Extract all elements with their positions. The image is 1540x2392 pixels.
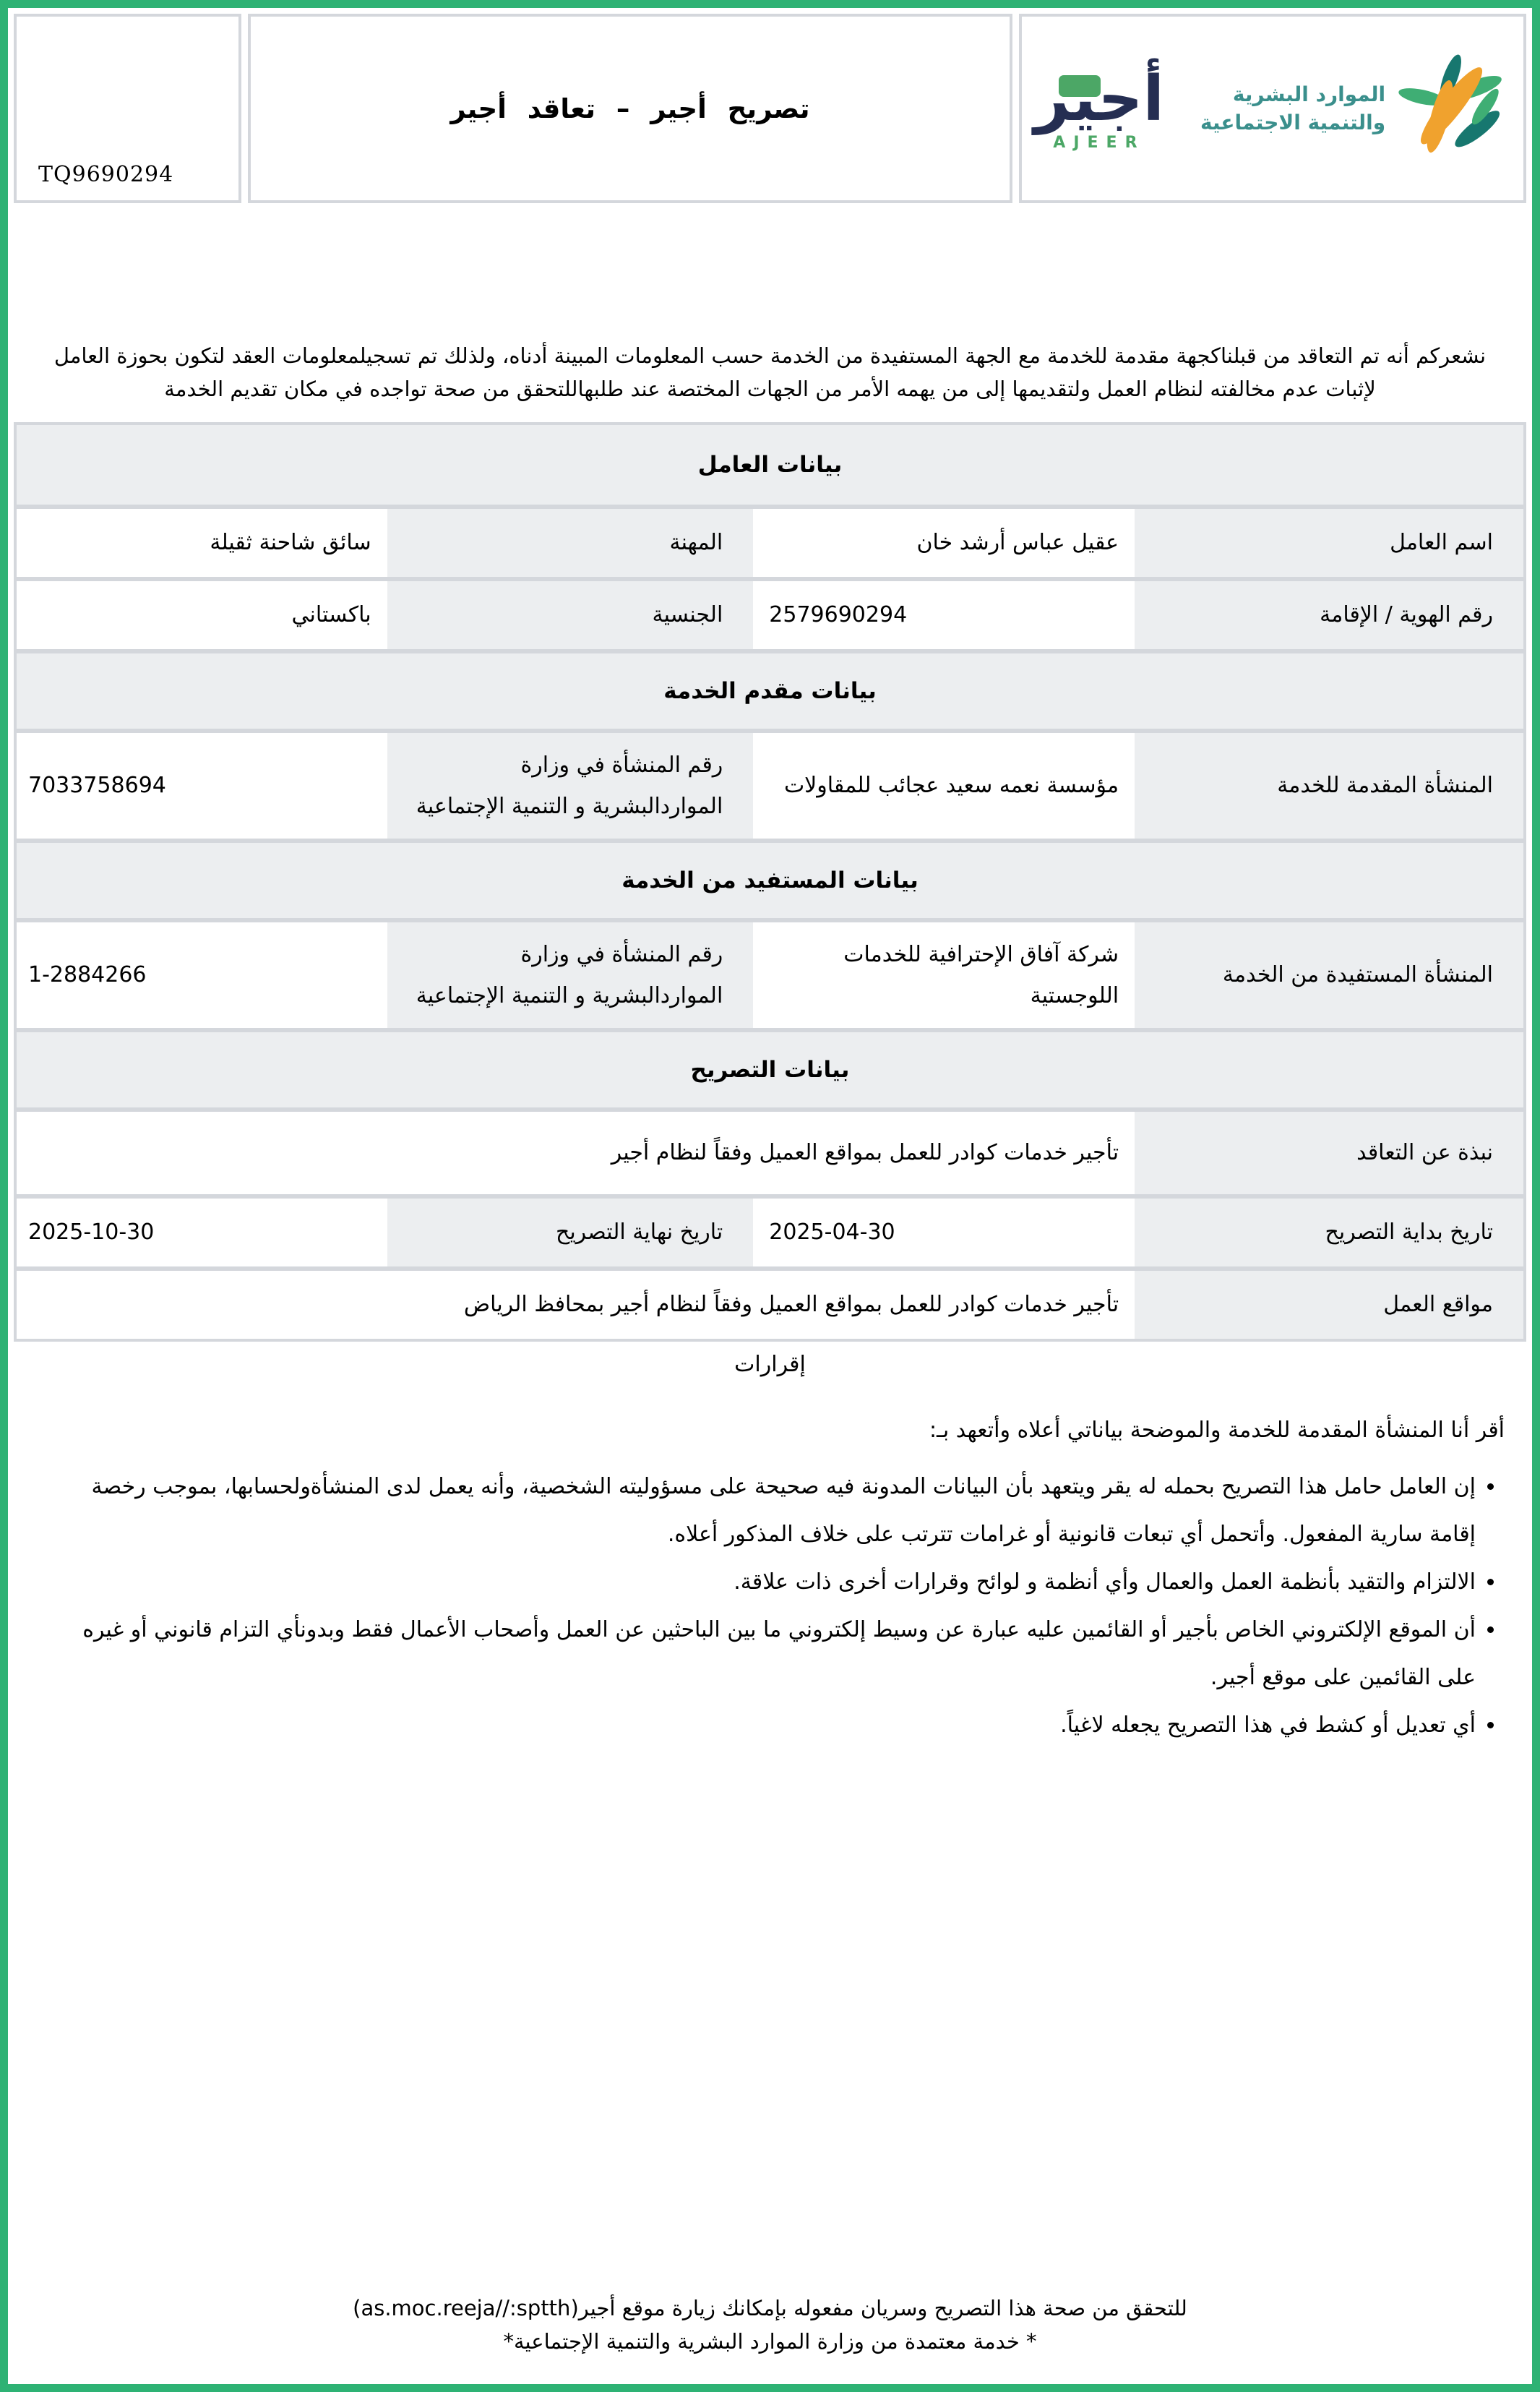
document-header — [14, 14, 1526, 203]
nationality-value: باكستاني — [17, 581, 383, 649]
section-provider-data: بيانات مقدم الخدمة — [17, 649, 1523, 729]
declaration-item: • إن العامل حامل هذا التصريح بحمله له يقر ويتعهد بأن البيانات المدونة فيه صحيحة على مسؤوليته الشخصية، وأنه يعمل لدى المنشأةولحسابها، بموجب رخصة إقامة سارية المفعول. وأتحمل أي تبعات قانونية أو غرامات تترتب على خلاف المذكور أعلاه. — [57, 1463, 1476, 1559]
ministry-logo — [1200, 51, 1511, 166]
table-row-contract-brief — [17, 1107, 1523, 1194]
beneficiary-establishment-value: شركة آفاق الإحترافية للخدمات اللوجستية — [757, 922, 1130, 1028]
end-date-value: 2025-10-30 — [17, 1199, 383, 1266]
nationality-label: الجنسية — [387, 581, 754, 649]
declaration-item: • أي تعديل أو كشط في هذا التصريح يجعله لاغياً. — [57, 1702, 1476, 1749]
contract-brief-value: تأجير خدمات كوادر للعمل بمواقع العميل وفقاً لنظام أجير — [17, 1112, 1130, 1194]
document-page — [8, 8, 1532, 2384]
table-row-permit-dates — [17, 1194, 1523, 1266]
provider-number-label: رقم المنشأة في وزارة المواردالبشرية و التنمية الإجتماعية — [387, 733, 754, 839]
profession-value: سائق شاحنة ثقيلة — [17, 509, 383, 577]
table-row-provider — [17, 729, 1523, 839]
logos-box — [1019, 14, 1526, 203]
start-date-value: 2025-04-30 — [757, 1199, 1130, 1266]
ministry-name-line2: والتنمية الاجتماعية — [1200, 111, 1386, 134]
worker-name-label: اسم العامل — [1135, 509, 1523, 577]
id-number-label: رقم الهوية / الإقامة — [1135, 581, 1523, 649]
declaration-item: • الالتزام والتقيد بأنظمة العمل والعمال وأي أنظمة و لوائح وقرارات أخرى ذات علاقة. — [57, 1559, 1476, 1606]
document-footer — [8, 2287, 1532, 2362]
section-beneficiary-data: بيانات المستفيد من الخدمة — [17, 839, 1523, 918]
profession-label: المهنة — [387, 509, 754, 577]
table-row-work-locations — [17, 1266, 1523, 1339]
verification-note: للتحقق من صحة هذا التصريح وسريان مفعوله بإمكانك زيارة موقع أجير(as.moc.reeja//:sptth) — [353, 2296, 1187, 2320]
ministry-logo-text — [1200, 80, 1385, 137]
provider-number-value: 7033758694 — [17, 733, 383, 839]
worker-name-value: عقيل عباس أرشد خان — [757, 509, 1130, 577]
table-row-id-nationality — [17, 577, 1523, 649]
permit-number: TQ9690294 — [38, 162, 174, 187]
beneficiary-number-label: رقم المنشأة في وزارة المواردالبشرية و التنمية الإجتماعية — [387, 922, 754, 1028]
contract-brief-label: نبذة عن التعاقد — [1135, 1112, 1523, 1194]
provider-establishment-value: مؤسسة نعمه سعيد عجائب للمقاولات — [757, 733, 1130, 839]
end-date-label: تاريخ نهاية التصريح — [387, 1199, 754, 1266]
permit-info-table — [14, 422, 1526, 1342]
ministry-palm-icon — [1395, 51, 1511, 166]
accreditation-note: * خدمة معتمدة من وزارة الموارد البشرية والتنمية الإجتماعية* — [503, 2329, 1037, 2354]
table-row-beneficiary — [17, 918, 1523, 1028]
declarations-intro: أقر أنا المنشأة المقدمة للخدمة والموضحة بياناتي أعلاه وأتعهد بـ: — [929, 1417, 1505, 1443]
section-worker-data: بيانات العامل — [17, 425, 1523, 505]
ajeer-logo-arabic-text: أجير — [1033, 63, 1164, 136]
start-date-label: تاريخ بداية التصريح — [1135, 1199, 1523, 1266]
declarations-list — [57, 1463, 1476, 1749]
id-number-value: 2579690294 — [757, 581, 1130, 649]
ajeer-logo — [1034, 65, 1164, 152]
ajeer-logo-arabic — [1034, 65, 1164, 134]
section-permit-data: بيانات التصريح — [17, 1028, 1523, 1107]
beneficiary-establishment-label: المنشأة المستفيدة من الخدمة — [1135, 922, 1523, 1028]
permit-number-box — [14, 14, 241, 203]
beneficiary-number-value: 1-2884266 — [17, 922, 383, 1028]
title-box — [248, 14, 1012, 203]
intro-paragraph: نشعركم أنه تم التعاقد من قبلناكجهة مقدمة للخدمة مع الجهة المستفيدة من الخدمة حسب المعلومات المبينة أدناه، ولذلك تم تسجيلمعلومات العقد لتكون بحوزة العامل لإثبات عدم مخالفته لنظام العمل ولتقديمها إلى من يهمه الأمر من الجهات المختصة عند طلبهاللتحقق من صحة تواجده في مكان تقديم الخدمة — [53, 343, 1487, 402]
page-title: تصريح أجير – تعاقد أجير — [450, 93, 810, 124]
declaration-item: • أن الموقع الإلكتروني الخاص بأجير أو القائمين عليه عبارة عن وسيط إلكتروني ما بين الباحثين عن العمل وأصحاب الأعمال فقط وبدونأي التزام قانوني أو غيره على القائمين على موقع أجير. — [57, 1606, 1476, 1702]
work-locations-value: تأجير خدمات كوادر للعمل بمواقع العميل وفقاً لنظام أجير بمحافظ الرياض — [17, 1271, 1130, 1339]
provider-establishment-label: المنشأة المقدمة للخدمة — [1135, 733, 1523, 839]
declarations-title: إقرارات — [734, 1351, 806, 1377]
work-locations-label: مواقع العمل — [1135, 1271, 1523, 1339]
ajeer-logo-latin-text: AJEER — [1053, 133, 1145, 152]
table-row-worker-name — [17, 505, 1523, 577]
ministry-name-line1: الموارد البشرية — [1232, 82, 1386, 106]
